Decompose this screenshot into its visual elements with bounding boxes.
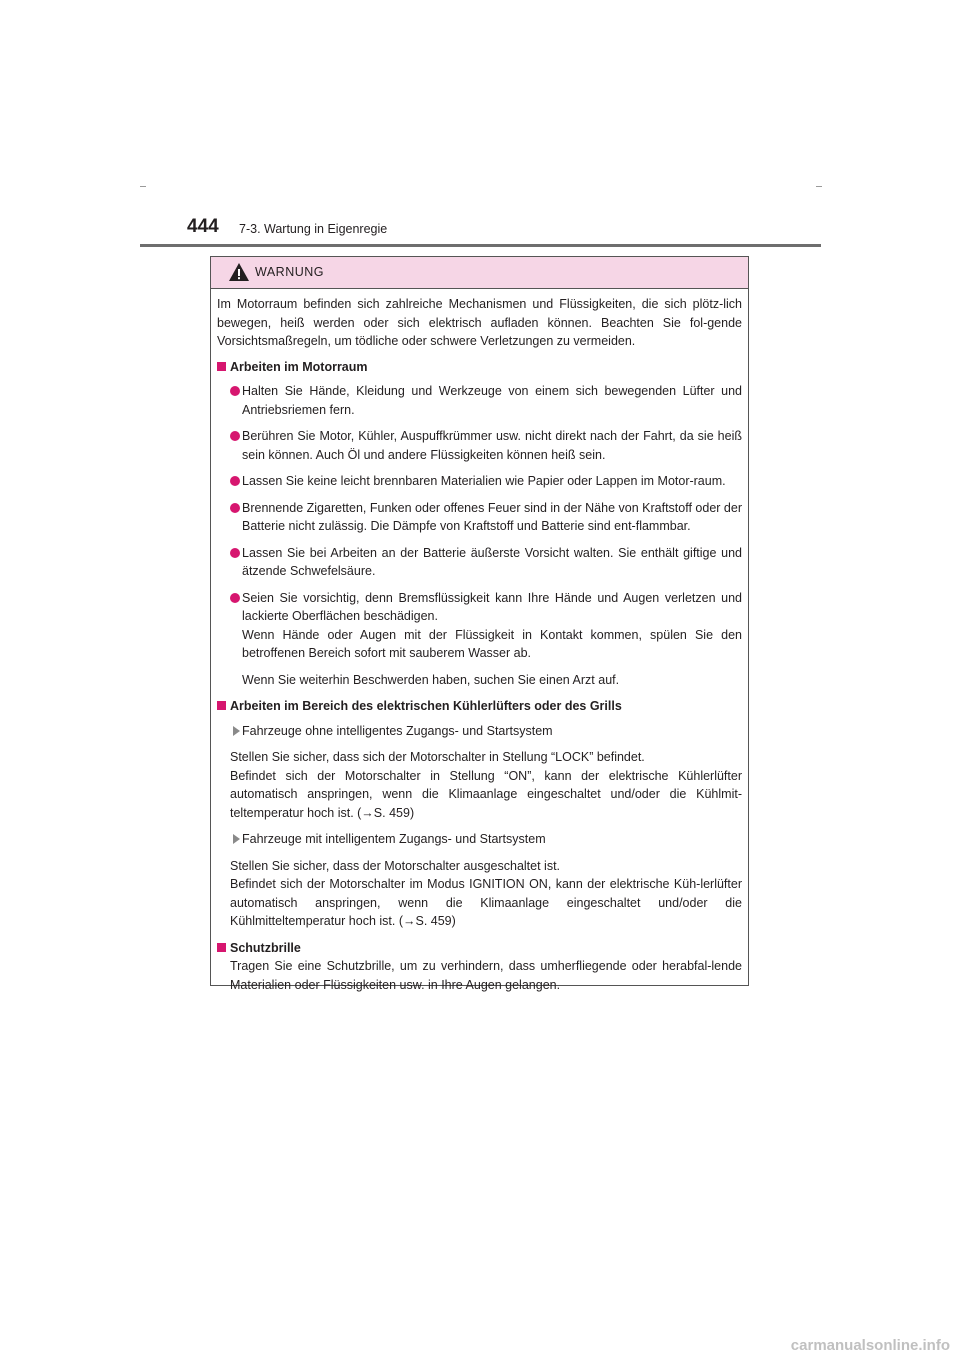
triangle-bullet-icon [233,834,240,844]
section-title: 7-3. Wartung in Eigenregie [239,222,388,236]
circle-bullet-icon [230,476,240,486]
warning-body [217,295,742,1002]
warning-title: WARNUNG [255,265,325,279]
section-heading-radiator-fan: Arbeiten im Bereich des elektrischen Kühlerlüfters oder des Grills [217,697,742,716]
circle-bullet-icon [230,593,240,603]
list-item: Berühren Sie Motor, Kühler, Auspuffkrümmer usw. nicht direkt nach der Fahrt, da sie heiß sein können. Auch Öl und andere Flüssigkeiten können heiß sein. [217,427,742,464]
list-item: Halten Sie Hände, Kleidung und Werkzeuge von einem sich bewegenden Lüfter und Antriebsriemen fern. [217,382,742,419]
list-item: Brennende Zigaretten, Funken oder offenes Feuer sind in der Nähe von Kraftstoff oder der Batterie nicht zulässig. Die Dämpfe von Kraftstoff und Batterie sind ent-flammbar. [217,499,742,536]
square-bullet-icon [217,362,226,371]
sub-heading: Fahrzeuge ohne intelligentes Zugangs- und Startsystem [217,722,742,741]
sub-heading: Fahrzeuge mit intelligentem Zugangs- und Startsystem [217,830,742,849]
warning-icon [228,262,250,282]
warning-intro: Im Motorraum befinden sich zahlreiche Mechanismen und Flüssigkeiten, die sich plötz-lich bewegen, heiß werden oder sich elektrisch aufladen können. Beachten Sie fol-gende Vorsichtsmaßregeln, um tödliche oder schwere Verletzungen zu vermeiden. [217,297,742,348]
crop-mark-right [816,186,822,187]
square-bullet-icon [217,701,226,710]
header-rule [140,244,821,247]
watermark: carmanualsonline.info [790,1337,950,1354]
section-heading-engine-room: Arbeiten im Motorraum [217,358,742,377]
page-number: 444 [187,216,219,237]
paragraph: Stellen Sie sicher, dass der Motorschalter ausgeschaltet ist. [230,858,561,873]
paragraph: Befindet sich der Motorschalter im Modus IGNITION ON, kann der elektrische Küh-lerlüfter automatisch anspringen, wenn die Klimaanlage eingeschaltet und/oder die Kühlmitteltemperatur hoch ist. (→S. 459) [230,877,742,928]
list-item-continuation: Wenn Sie weiterhin Beschwerden haben, suchen Sie einen Arzt auf. [242,672,620,687]
paragraph: Tragen Sie eine Schutzbrille, um zu verhindern, dass umherfliegende oder herabfal-lende Materialien oder Flüssigkeiten usw. in Ihre Augen gelangen. [230,959,742,992]
circle-bullet-icon [230,431,240,441]
circle-bullet-icon [230,386,240,396]
warning-header [211,257,748,289]
triangle-bullet-icon [233,726,240,736]
list-item: Seien Sie vorsichtig, denn Bremsflüssigkeit kann Ihre Hände und Augen verletzen und lackierte Oberflächen beschädigen. [217,589,742,626]
warning-box [210,256,749,992]
list-item: Lassen Sie bei Arbeiten an der Batterie äußerste Vorsicht walten. Sie enthält giftige und ätzende Schwefelsäure. [217,544,742,581]
section-heading-goggles: Schutzbrille [217,939,742,958]
list-item: Lassen Sie keine leicht brennbaren Materialien wie Papier oder Lappen im Motor-raum. [217,472,742,491]
paragraph: Befindet sich der Motorschalter in Stellung “ON”, kann der elektrische Kühlerlüfter automatisch anspringen, wenn die Klimaanlage eingeschaltet und/oder die Kühlmit-teltemperatur hoch ist. (→S. 459) [230,768,742,820]
paragraph: Stellen Sie sicher, dass sich der Motorschalter in Stellung “LOCK” befindet. [230,750,645,764]
list-item-continuation: Wenn Hände oder Augen mit der Flüssigkeit in Kontakt kommen, spülen Sie den betroffenen Bereich sofort mit sauberem Wasser ab. [242,627,742,660]
circle-bullet-icon [230,548,240,558]
square-bullet-icon [217,943,226,952]
circle-bullet-icon [230,503,240,513]
crop-mark-left [140,186,146,187]
